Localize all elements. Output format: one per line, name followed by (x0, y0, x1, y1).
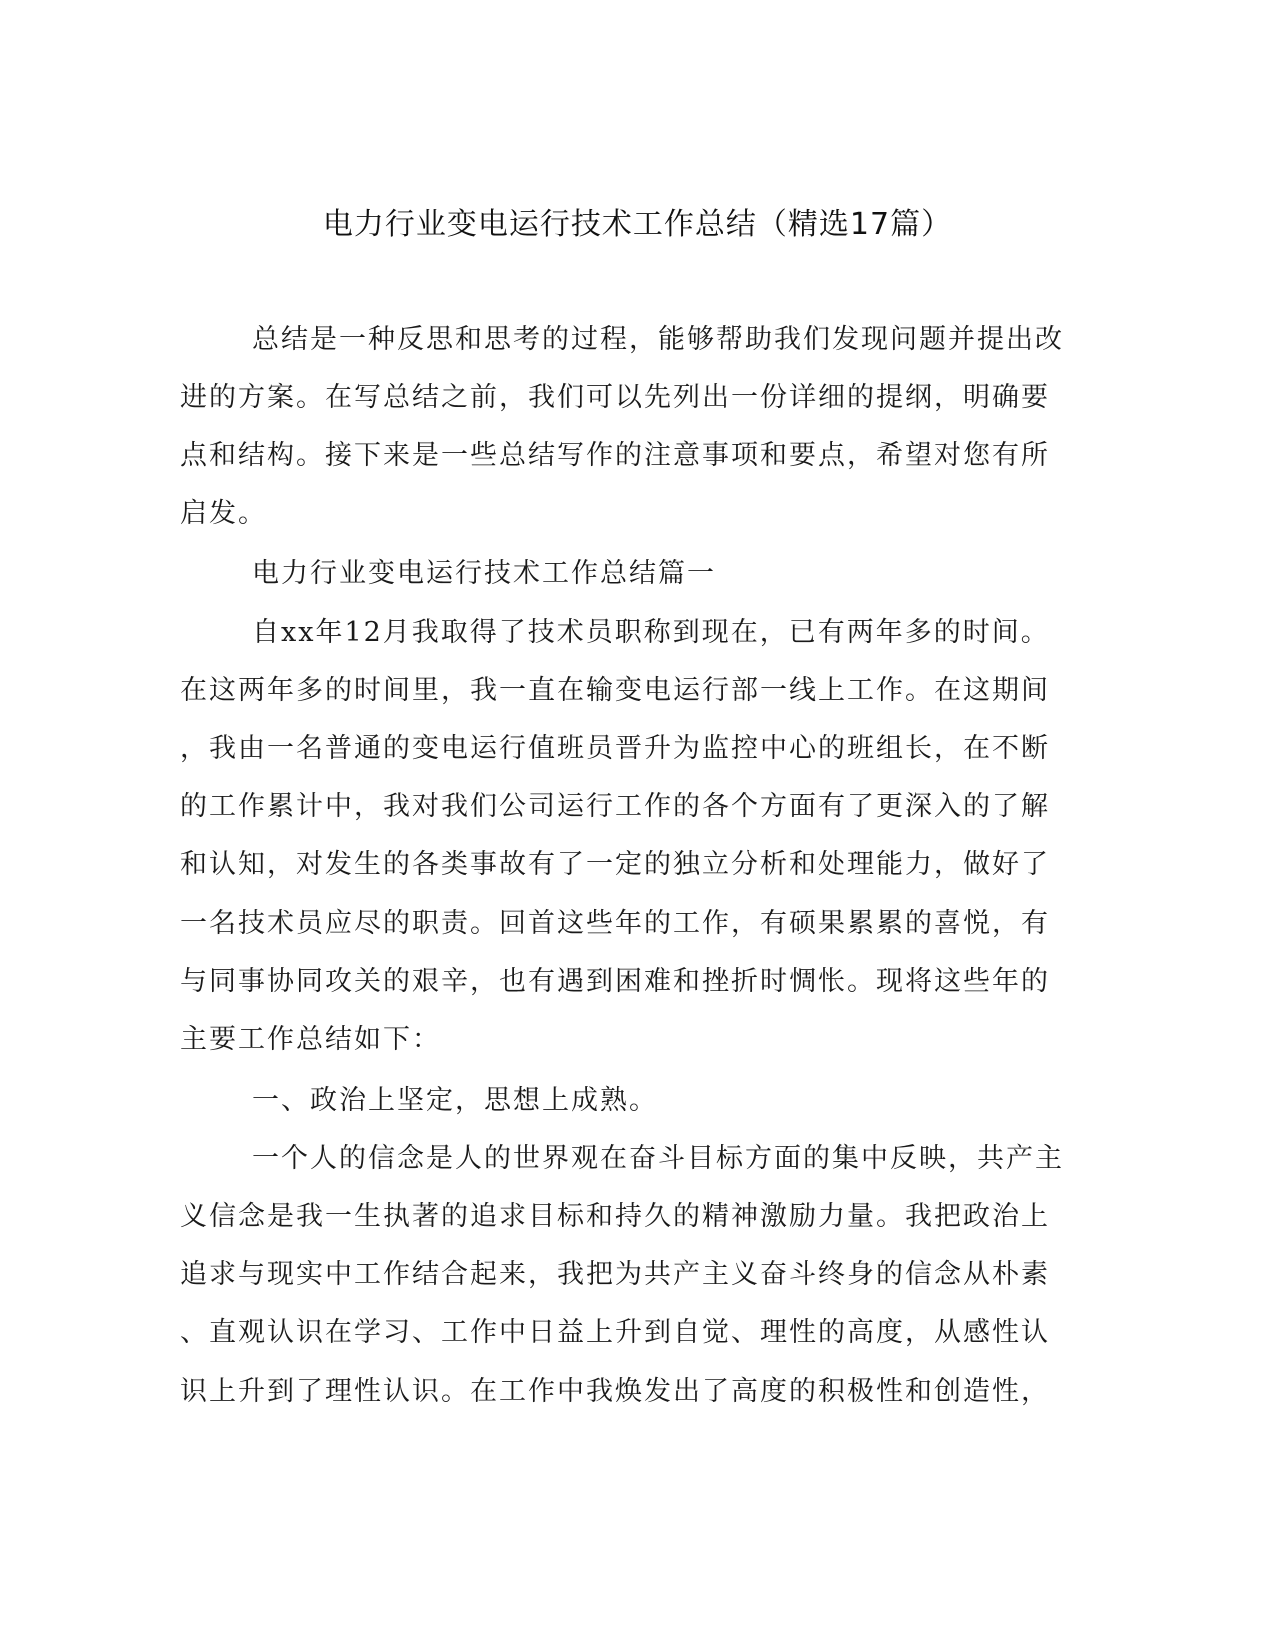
document-page: 电力行业变电运行技术工作总结（精选17篇） 总结是一种反思和思考的过程，能够帮助我们发现问题并提出改 进的方案。在写总结之前，我们可以先列出一份详细的提纲，明确要 点和结构。接下来是一些总结写作的注意事项和要点，希望对您有所 启发。 电力行业变电运行技术工作总结篇一 自xx年12月我取得了技术员职称到现在，已有两年多的时间。 在这两年多的时间里，我一直在输变电运行部一线上工作。在这期间 ，我由一名普通的变电运行值班员晋升为监控中心的班组长，在不断 的工作累计中，我对我们公司运行工作的各个方面有了更深入的了解 和认知，对发生的各类事故有了一定的独立分析和处理能力，做好了 一名技术员应尽的职责。回首这些年的工作，有硕果累累的喜悦，有 与同事协同攻关的艰辛，也有遇到困难和挫折时惆怅。现将这些年的 主要工作总结如下： 一、政治上坚定，思想上成熟。 一个人的信念是人的世界观在奋斗目标方面的集中反映，共产主 义信念是我一生执著的追求目标和持久的精神激励力量。我把政治上 追求与现实中工作结合起来，我把为共产主义奋斗终身的信念从朴素 、直观认识在学习、工作中日益上升到自觉、理性的高度，从感性认 识上升到了理性认识。在工作中我焕发出了高度的积极性和创造性， (0, 0, 1275, 1650)
document-title: 电力行业变电运行技术工作总结（精选17篇） (322, 207, 953, 242)
